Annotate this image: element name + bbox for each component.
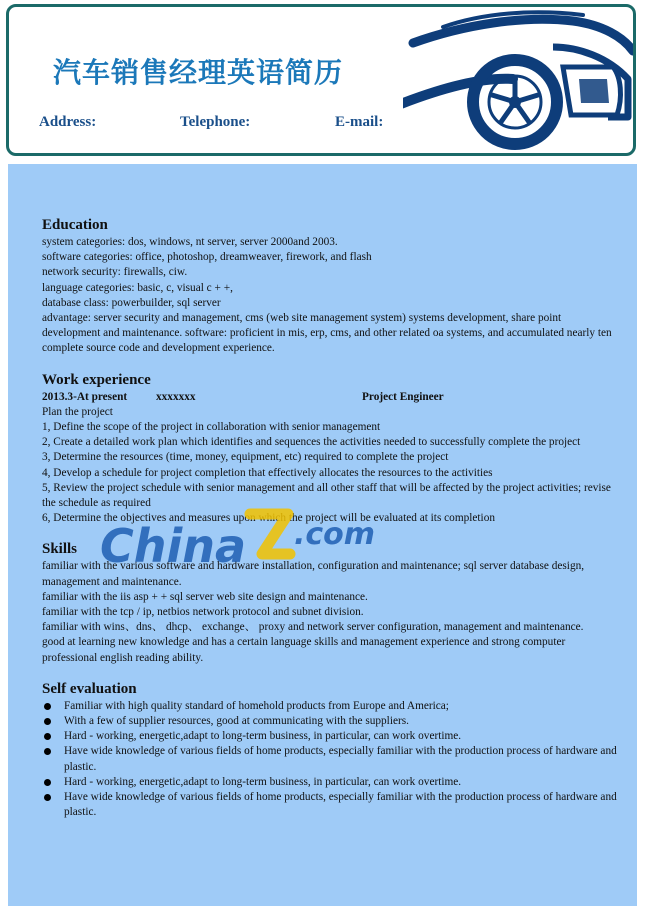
job-summary-row [42,390,622,405]
education-line: advantage: server security and management, cms (web site management system) systems development, share point development and maintenance. software: proficient in mis, erp, cms, and other related oa systems, and accumulated nearly ten complete source code and development experience. [42,312,612,355]
telephone-label: Telephone: [180,114,251,130]
skills-line: familiar with wins、dns、 dhcp、 exchange、 proxy and network server configuration, management and maintenance. [42,621,584,634]
list-item: Have wide knowledge of various fields of home products, especially familiar with the production process of hardware and plastic. [42,744,622,774]
list-item: Have wide knowledge of various fields of home products, especially familiar with the production process of hardware and plastic. [42,790,622,820]
education-line: system categories: dos, windows, nt server, server 2000and 2003. [42,236,338,248]
skills-heading: Skills [42,541,78,558]
resume-header [6,4,636,156]
self-evaluation-section [42,680,622,821]
education-line: software categories: office, photoshop, dreamweaver, firework, and flash [42,251,372,264]
email-label: E-mail: [335,114,384,130]
work-line: Plan the project [42,405,113,418]
education-section [42,216,622,357]
education-line: network security: firewalls, ciw. [42,266,188,279]
job-position: Project Engineer [362,390,444,403]
education-line: database class: powerbuilder, sql server [42,296,221,309]
work-line: 6, Determine the objectives and measures upon which the project will be evaluated at its completion [42,512,495,525]
resume-content [42,216,622,834]
page-title: 汽车销售经理英语简历 [53,56,344,89]
watermark-text-com: .com [294,517,376,552]
skills-line: familiar with the various software and hardware installation, configuration and maintenance; sql server database design, management and maintenance. [42,560,585,588]
work-line: 5, Review the project schedule with senior management and all other staff that will be affected by the project activities; revise the schedule as required [42,481,611,510]
skills-line: good at learning new knowledge and has a certain language skills and management experience and strong computer professional english reading ability. [42,636,566,664]
list-item: Hard - working, energetic,adapt to long-term business, in particular, can work overtime. [42,775,622,790]
work-line: 1, Define the scope of the project in collaboration with senior management [42,421,381,434]
work-line: 2, Create a detailed work plan which identifies and sequences the activities needed to successfully complete the project [42,436,581,449]
work-line: 3, Determine the resources (time, money, equipment, etc) required to complete the project [42,451,449,464]
education-line: language categories: basic, c, visual c + +, [42,281,233,294]
job-period: 2013.3-At present [42,390,128,403]
work-heading: Work experience [42,371,151,388]
self-evaluation-list [42,699,622,821]
job-company: xxxxxxx [156,390,196,403]
address-label: Address: [39,114,97,130]
list-item: With a few of supplier resources, good at communicating with the suppliers. [42,714,622,729]
skills-line: familiar with the iis asp + + sql server web site design and maintenance. [42,590,368,603]
resume-body [8,164,637,906]
education-heading: Education [42,217,108,233]
watermark-text-china: China [100,519,247,573]
car-illustration-icon [403,7,633,153]
work-line: 4, Develop a schedule for project completion that effectively allocates the resources to the activities [42,466,493,479]
list-item: Familiar with high quality standard of homehold products from Europe and America; [42,699,622,714]
list-item: Hard - working, energetic,adapt to long-term business, in particular, can work overtime. [42,729,622,744]
skills-section [42,540,622,665]
skills-line: familiar with the tcp / ip, netbios network protocol and subnet division. [42,606,364,619]
self-evaluation-heading: Self evaluation [42,680,137,697]
work-section [42,371,622,527]
